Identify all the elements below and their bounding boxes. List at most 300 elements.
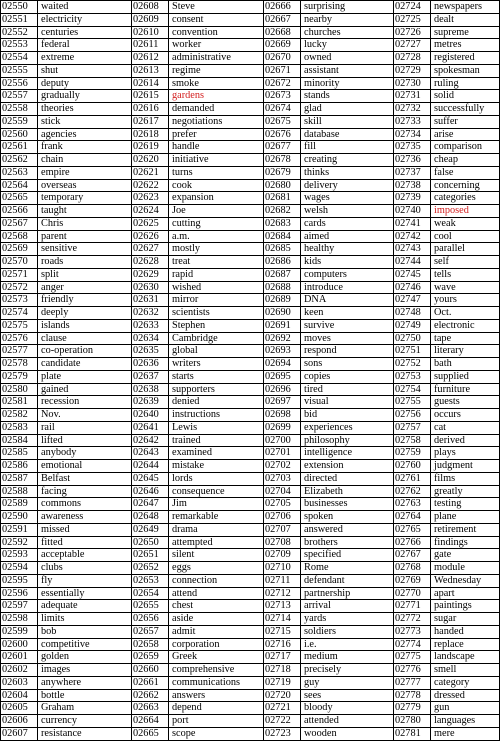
entry-number: 02676: [264, 129, 301, 142]
entry-word: visual: [301, 396, 394, 409]
entry-word: mistake: [169, 460, 264, 473]
entry-word: supporters: [169, 384, 264, 397]
entry-number: 02657: [132, 626, 169, 639]
entry-word: testing: [431, 498, 499, 511]
entry-number: 02622: [132, 180, 169, 193]
entry-word: Lewis: [169, 422, 264, 435]
entry-number: 02582: [1, 409, 38, 422]
entry-word: resistance: [38, 728, 132, 741]
entry-number: 02557: [1, 90, 38, 103]
entry-number: 02715: [264, 626, 301, 639]
entry-word: parent: [38, 231, 132, 244]
entry-word: drama: [169, 524, 264, 537]
entry-number: 02606: [1, 715, 38, 728]
entry-number: 02711: [264, 575, 301, 588]
entry-word: cheap: [431, 154, 499, 167]
entry-number: 02707: [264, 524, 301, 537]
entry-number: 02578: [1, 358, 38, 371]
entry-word: lifted: [38, 435, 132, 448]
entry-number: 02752: [394, 358, 431, 371]
entry-word: stands: [301, 90, 394, 103]
entry-word: aside: [169, 613, 264, 626]
entry-word: intelligence: [301, 447, 394, 460]
entry-number: 02640: [132, 409, 169, 422]
entry-number: 02568: [1, 231, 38, 244]
entry-word: answered: [301, 524, 394, 537]
entry-number: 02702: [264, 460, 301, 473]
entry-word: bath: [431, 358, 499, 371]
entry-word: mirror: [169, 294, 264, 307]
entry-number: 02607: [1, 728, 38, 741]
entry-word: recession: [38, 396, 132, 409]
entry-word: sensitive: [38, 243, 132, 256]
entry-word: arrival: [301, 600, 394, 613]
entry-word: facing: [38, 486, 132, 499]
entry-word: temporary: [38, 192, 132, 205]
entry-word: i.e.: [301, 639, 394, 652]
entry-number: 02700: [264, 435, 301, 448]
entry-word: Rome: [301, 562, 394, 575]
entry-word: replace: [431, 639, 499, 652]
entry-word: Greek: [169, 651, 264, 664]
entry-number: 02757: [394, 422, 431, 435]
entry-number: 02631: [132, 294, 169, 307]
entry-word: churches: [301, 27, 394, 40]
entry-number: 02618: [132, 129, 169, 142]
entry-word: occurs: [431, 409, 499, 422]
entry-word: answers: [169, 690, 264, 703]
entry-number: 02742: [394, 231, 431, 244]
entry-number: 02678: [264, 154, 301, 167]
entry-word: films: [431, 473, 499, 486]
entry-word: extreme: [38, 52, 132, 65]
entry-word: keen: [301, 307, 394, 320]
entry-word: currency: [38, 715, 132, 728]
entry-number: 02691: [264, 320, 301, 333]
entry-number: 02772: [394, 613, 431, 626]
entry-number: 02705: [264, 498, 301, 511]
entry-word: overseas: [38, 180, 132, 193]
entry-number: 02745: [394, 269, 431, 282]
entry-number: 02659: [132, 651, 169, 664]
entry-word: demanded: [169, 103, 264, 116]
entry-word: apart: [431, 588, 499, 601]
entry-number: 02603: [1, 677, 38, 690]
entry-word: sees: [301, 690, 394, 703]
entry-word: cards: [301, 218, 394, 231]
entry-number: 02624: [132, 205, 169, 218]
entry-number: 02764: [394, 511, 431, 524]
entry-word: plays: [431, 447, 499, 460]
entry-word: attempted: [169, 537, 264, 550]
entry-number: 02684: [264, 231, 301, 244]
entry-word: electronic: [431, 320, 499, 333]
entry-number: 02644: [132, 460, 169, 473]
entry-word: agencies: [38, 129, 132, 142]
entry-number: 02683: [264, 218, 301, 231]
entry-word: cook: [169, 180, 264, 193]
entry-number: 02602: [1, 664, 38, 677]
entry-number: 02780: [394, 715, 431, 728]
entry-number: 02610: [132, 27, 169, 40]
entry-number: 02754: [394, 384, 431, 397]
entry-word: instructions: [169, 409, 264, 422]
entry-word: delivery: [301, 180, 394, 193]
entry-word: negotiations: [169, 116, 264, 129]
entry-word: solid: [431, 90, 499, 103]
entry-number: 02697: [264, 396, 301, 409]
entry-number: 02672: [264, 78, 301, 91]
entry-number: 02571: [1, 269, 38, 282]
entry-number: 02708: [264, 537, 301, 550]
entry-number: 02761: [394, 473, 431, 486]
entry-word: cool: [431, 231, 499, 244]
entry-word: empire: [38, 167, 132, 180]
entry-word: bottle: [38, 690, 132, 703]
entry-number: 02625: [132, 218, 169, 231]
entry-word: limits: [38, 613, 132, 626]
entry-number: 02696: [264, 384, 301, 397]
entry-word: paintings: [431, 600, 499, 613]
entry-word: metres: [431, 39, 499, 52]
entry-word: deputy: [38, 78, 132, 91]
entry-word: electricity: [38, 14, 132, 27]
entry-word: bid: [301, 409, 394, 422]
entry-word: awareness: [38, 511, 132, 524]
entry-number: 02677: [264, 141, 301, 154]
entry-number: 02719: [264, 677, 301, 690]
entry-number: 02743: [394, 243, 431, 256]
entry-word: wished: [169, 282, 264, 295]
entry-number: 02664: [132, 715, 169, 728]
entry-number: 02588: [1, 486, 38, 499]
entry-number: 02762: [394, 486, 431, 499]
entry-number: 02619: [132, 141, 169, 154]
entry-number: 02623: [132, 192, 169, 205]
entry-number: 02627: [132, 243, 169, 256]
entry-word: consent: [169, 14, 264, 27]
entry-number: 02710: [264, 562, 301, 575]
entry-number: 02709: [264, 549, 301, 562]
entry-number: 02587: [1, 473, 38, 486]
entry-word: gun: [431, 702, 499, 715]
entry-number: 02680: [264, 180, 301, 193]
entry-word: landscape: [431, 651, 499, 664]
entry-word: frank: [38, 141, 132, 154]
entry-word: introduce: [301, 282, 394, 295]
entry-word: comparison: [431, 141, 499, 154]
entry-word: co-operation: [38, 345, 132, 358]
entry-word: assistant: [301, 65, 394, 78]
entry-word: moves: [301, 333, 394, 346]
entry-number: 02596: [1, 588, 38, 601]
entry-number: 02651: [132, 549, 169, 562]
entry-number: 02725: [394, 14, 431, 27]
entry-word: cat: [431, 422, 499, 435]
entry-number: 02701: [264, 447, 301, 460]
entry-word: categories: [431, 192, 499, 205]
entry-word: spoken: [301, 511, 394, 524]
entry-number: 02560: [1, 129, 38, 142]
entry-number: 02685: [264, 243, 301, 256]
entry-word: attended: [301, 715, 394, 728]
entry-number: 02649: [132, 524, 169, 537]
entry-word: successfully: [431, 103, 499, 116]
entry-number: 02688: [264, 282, 301, 295]
entry-number: 02693: [264, 345, 301, 358]
entry-word: Jim: [169, 498, 264, 511]
entry-number: 02758: [394, 435, 431, 448]
entry-word: smell: [431, 664, 499, 677]
entry-word: supplied: [431, 371, 499, 384]
entry-word: experiences: [301, 422, 394, 435]
entry-word: chain: [38, 154, 132, 167]
entry-word: centuries: [38, 27, 132, 40]
entry-word: emotional: [38, 460, 132, 473]
entry-number: 02648: [132, 511, 169, 524]
entry-word: surprising: [301, 1, 394, 14]
entry-word: denied: [169, 396, 264, 409]
entry-word: judgment: [431, 460, 499, 473]
entry-word: literary: [431, 345, 499, 358]
entry-word: comprehensive: [169, 664, 264, 677]
entry-number: 02698: [264, 409, 301, 422]
entry-word: suffer: [431, 116, 499, 129]
entry-word: trained: [169, 435, 264, 448]
entry-word: examined: [169, 447, 264, 460]
entry-word: anger: [38, 282, 132, 295]
entry-word: writers: [169, 358, 264, 371]
entry-word: bloody: [301, 702, 394, 715]
entry-number: 02778: [394, 690, 431, 703]
entry-number: 02729: [394, 65, 431, 78]
entry-word: gardens: [169, 90, 264, 103]
entry-word: consequence: [169, 486, 264, 499]
entry-word: creating: [301, 154, 394, 167]
entry-word: administrative: [169, 52, 264, 65]
entry-number: 02570: [1, 256, 38, 269]
entry-word: islands: [38, 320, 132, 333]
entry-number: 02573: [1, 294, 38, 307]
entry-number: 02728: [394, 52, 431, 65]
entry-number: 02734: [394, 129, 431, 142]
entry-number: 02628: [132, 256, 169, 269]
entry-number: 02638: [132, 384, 169, 397]
entry-word: global: [169, 345, 264, 358]
entry-word: guy: [301, 677, 394, 690]
entry-number: 02566: [1, 205, 38, 218]
entry-word: federal: [38, 39, 132, 52]
entry-number: 02579: [1, 371, 38, 384]
entry-number: 02574: [1, 307, 38, 320]
entry-word: plate: [38, 371, 132, 384]
entry-word: golden: [38, 651, 132, 664]
entry-number: 02632: [132, 307, 169, 320]
entry-number: 02770: [394, 588, 431, 601]
entry-number: 02662: [132, 690, 169, 703]
entry-word: roads: [38, 256, 132, 269]
entry-number: 02604: [1, 690, 38, 703]
entry-number: 02765: [394, 524, 431, 537]
entry-word: retirement: [431, 524, 499, 537]
entry-word: friendly: [38, 294, 132, 307]
entry-word: precisely: [301, 664, 394, 677]
entry-number: 02575: [1, 320, 38, 333]
entry-number: 02675: [264, 116, 301, 129]
entry-word: greatly: [431, 486, 499, 499]
entry-number: 02776: [394, 664, 431, 677]
entry-number: 02594: [1, 562, 38, 575]
entry-number: 02774: [394, 639, 431, 652]
entry-number: 02681: [264, 192, 301, 205]
entry-number: 02615: [132, 90, 169, 103]
entry-word: dealt: [431, 14, 499, 27]
entry-word: fly: [38, 575, 132, 588]
entry-number: 02674: [264, 103, 301, 116]
entry-number: 02756: [394, 409, 431, 422]
entry-number: 02595: [1, 575, 38, 588]
entry-number: 02655: [132, 600, 169, 613]
entry-number: 02751: [394, 345, 431, 358]
entry-number: 02553: [1, 39, 38, 52]
entry-word: nearby: [301, 14, 394, 27]
entry-number: 02706: [264, 511, 301, 524]
entry-number: 02667: [264, 14, 301, 27]
entry-word: thinks: [301, 167, 394, 180]
entry-number: 02564: [1, 180, 38, 193]
entry-word: admit: [169, 626, 264, 639]
entry-number: 02616: [132, 103, 169, 116]
entry-word: smoke: [169, 78, 264, 91]
entry-number: 02746: [394, 282, 431, 295]
entry-number: 02591: [1, 524, 38, 537]
entry-word: handle: [169, 141, 264, 154]
entry-number: 02637: [132, 371, 169, 384]
entry-number: 02730: [394, 78, 431, 91]
entry-number: 02558: [1, 103, 38, 116]
entry-word: minority: [301, 78, 394, 91]
entry-number: 02727: [394, 39, 431, 52]
entry-word: guests: [431, 396, 499, 409]
entry-number: 02736: [394, 154, 431, 167]
table-column-2: [132, 1, 264, 740]
entry-word: cutting: [169, 218, 264, 231]
entry-word: fill: [301, 141, 394, 154]
entry-word: Stephen: [169, 320, 264, 333]
entry-word: arise: [431, 129, 499, 142]
entry-word: bob: [38, 626, 132, 639]
entry-number: 02738: [394, 180, 431, 193]
entry-number: 02612: [132, 52, 169, 65]
entry-word: registered: [431, 52, 499, 65]
entry-word: convention: [169, 27, 264, 40]
entry-number: 02569: [1, 243, 38, 256]
entry-number: 02661: [132, 677, 169, 690]
entry-number: 02753: [394, 371, 431, 384]
entry-number: 02695: [264, 371, 301, 384]
entry-word: DNA: [301, 294, 394, 307]
entry-word: Oct.: [431, 307, 499, 320]
entry-number: 02634: [132, 333, 169, 346]
entry-word: attend: [169, 588, 264, 601]
entry-number: 02590: [1, 511, 38, 524]
entry-word: split: [38, 269, 132, 282]
entry-word: taught: [38, 205, 132, 218]
entry-word: imposed: [431, 205, 499, 218]
entry-word: commons: [38, 498, 132, 511]
entry-number: 02682: [264, 205, 301, 218]
entry-number: 02739: [394, 192, 431, 205]
entry-word: philosophy: [301, 435, 394, 448]
entry-word: eggs: [169, 562, 264, 575]
entry-number: 02641: [132, 422, 169, 435]
entry-number: 02740: [394, 205, 431, 218]
entry-word: extension: [301, 460, 394, 473]
entry-word: adequate: [38, 600, 132, 613]
entry-number: 02747: [394, 294, 431, 307]
entry-number: 02652: [132, 562, 169, 575]
entry-word: remarkable: [169, 511, 264, 524]
entry-number: 02608: [132, 1, 169, 14]
entry-number: 02601: [1, 651, 38, 664]
entry-number: 02721: [264, 702, 301, 715]
entry-number: 02663: [132, 702, 169, 715]
entry-word: clubs: [38, 562, 132, 575]
entry-number: 02572: [1, 282, 38, 295]
entry-number: 02643: [132, 447, 169, 460]
entry-word: gained: [38, 384, 132, 397]
entry-number: 02609: [132, 14, 169, 27]
entry-word: specified: [301, 549, 394, 562]
entry-word: soldiers: [301, 626, 394, 639]
entry-word: glad: [301, 103, 394, 116]
entry-number: 02555: [1, 65, 38, 78]
entry-word: healthy: [301, 243, 394, 256]
entry-number: 02768: [394, 562, 431, 575]
entry-number: 02686: [264, 256, 301, 269]
entry-number: 02779: [394, 702, 431, 715]
entry-number: 02735: [394, 141, 431, 154]
entry-word: competitive: [38, 639, 132, 652]
entry-number: 02773: [394, 626, 431, 639]
entry-number: 02741: [394, 218, 431, 231]
entry-word: lords: [169, 473, 264, 486]
entry-number: 02599: [1, 626, 38, 639]
entry-word: gradually: [38, 90, 132, 103]
entry-number: 02755: [394, 396, 431, 409]
entry-word: false: [431, 167, 499, 180]
table-column-3: [264, 1, 394, 740]
entry-number: 02585: [1, 447, 38, 460]
entry-word: depend: [169, 702, 264, 715]
entry-number: 02552: [1, 27, 38, 40]
entry-word: sons: [301, 358, 394, 371]
entry-number: 02720: [264, 690, 301, 703]
entry-number: 02781: [394, 728, 431, 741]
entry-number: 02718: [264, 664, 301, 677]
entry-word: module: [431, 562, 499, 575]
entry-number: 02646: [132, 486, 169, 499]
entry-number: 02771: [394, 600, 431, 613]
entry-word: medium: [301, 651, 394, 664]
entry-word: missed: [38, 524, 132, 537]
entry-number: 02733: [394, 116, 431, 129]
entry-number: 02653: [132, 575, 169, 588]
entry-number: 02597: [1, 600, 38, 613]
entry-word: deeply: [38, 307, 132, 320]
entry-word: corporation: [169, 639, 264, 652]
entry-number: 02669: [264, 39, 301, 52]
